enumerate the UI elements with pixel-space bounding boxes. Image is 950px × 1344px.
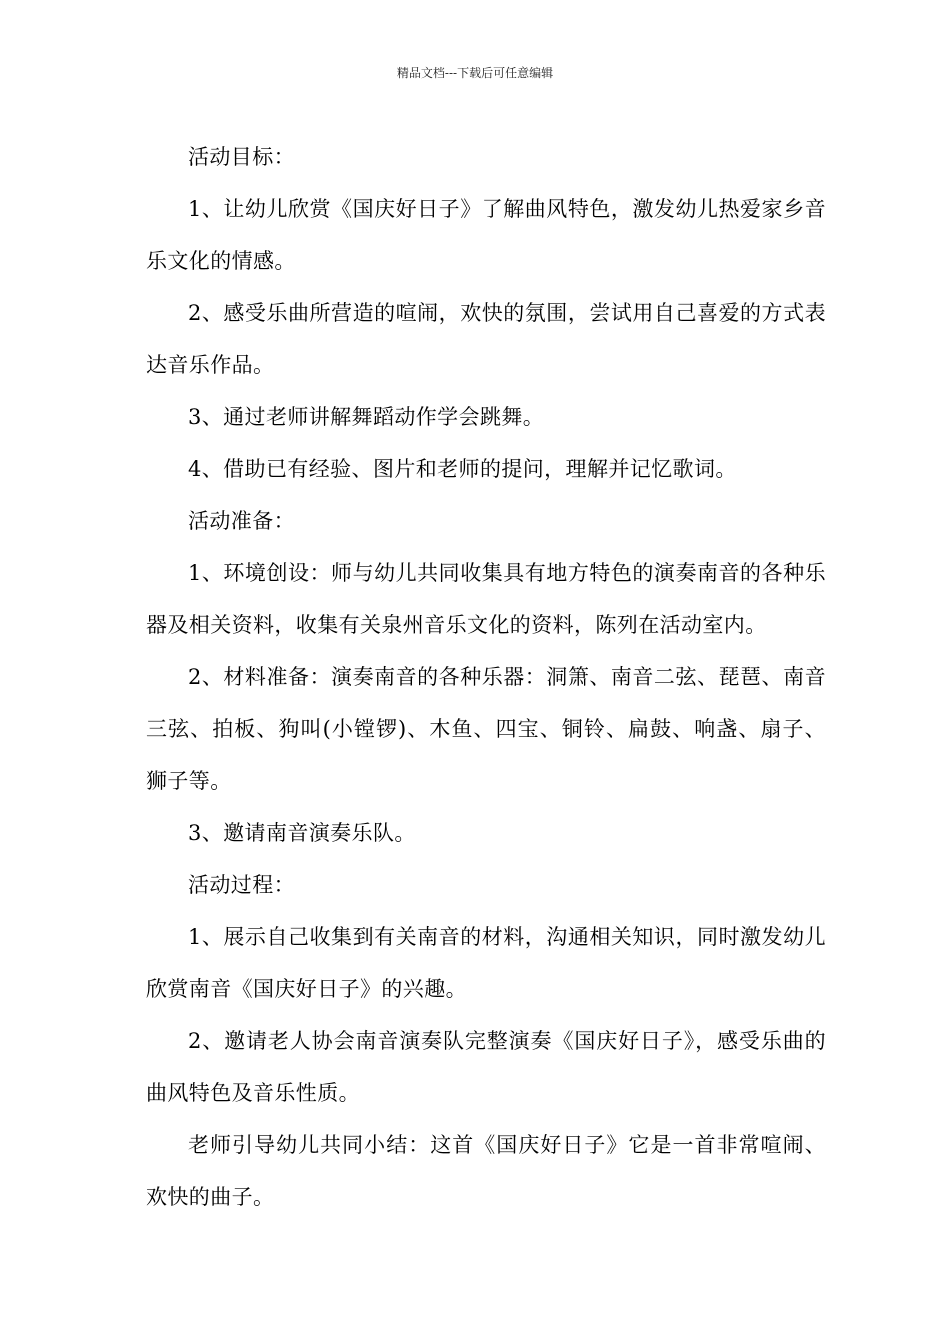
paragraph: 1、环境创设：师与幼儿共同收集具有地方特色的演奏南音的各种乐器及相关资料，收集有关泉州音乐文化的资料，陈列在活动室内。 bbox=[146, 561, 826, 637]
paragraph: 2、材料准备：演奏南音的各种乐器：洞箫、南音二弦、琵琶、南音三弦、拍板、狗叫(小镗锣)、木鱼、四宝、铜铃、扁鼓、响盏、扇子、狮子等。 bbox=[146, 665, 826, 793]
section-heading-process: 活动过程： bbox=[188, 873, 295, 897]
paragraph: 1、让幼儿欣赏《国庆好日子》了解曲风特色，激发幼儿热爱家乡音乐文化的情感。 bbox=[146, 197, 826, 273]
document-body bbox=[146, 131, 826, 1223]
page-header: 精品文档---下载后可任意编辑 bbox=[396, 66, 554, 80]
paragraph: 3、邀请南音演奏乐队。 bbox=[188, 821, 416, 845]
paragraph: 2、感受乐曲所营造的喧闹，欢快的氛围，尝试用自己喜爱的方式表达音乐作品。 bbox=[146, 301, 826, 377]
paragraph: 老师引导幼儿共同小结：这首《国庆好日子》它是一首非常喧闹、欢快的曲子。 bbox=[146, 1133, 826, 1209]
section-heading-goals: 活动目标： bbox=[188, 145, 295, 169]
paragraph: 3、通过老师讲解舞蹈动作学会跳舞。 bbox=[188, 405, 545, 429]
paragraph: 1、展示自己收集到有关南音的材料，沟通相关知识，同时激发幼儿欣赏南音《国庆好日子》的兴趣。 bbox=[146, 925, 826, 1001]
paragraph: 4、借助已有经验、图片和老师的提问，理解并记忆歌词。 bbox=[188, 457, 737, 481]
paragraph: 2、邀请老人协会南音演奏队完整演奏《国庆好日子》，感受乐曲的曲风特色及音乐性质。 bbox=[146, 1029, 826, 1105]
section-heading-preparation: 活动准备： bbox=[188, 509, 295, 533]
